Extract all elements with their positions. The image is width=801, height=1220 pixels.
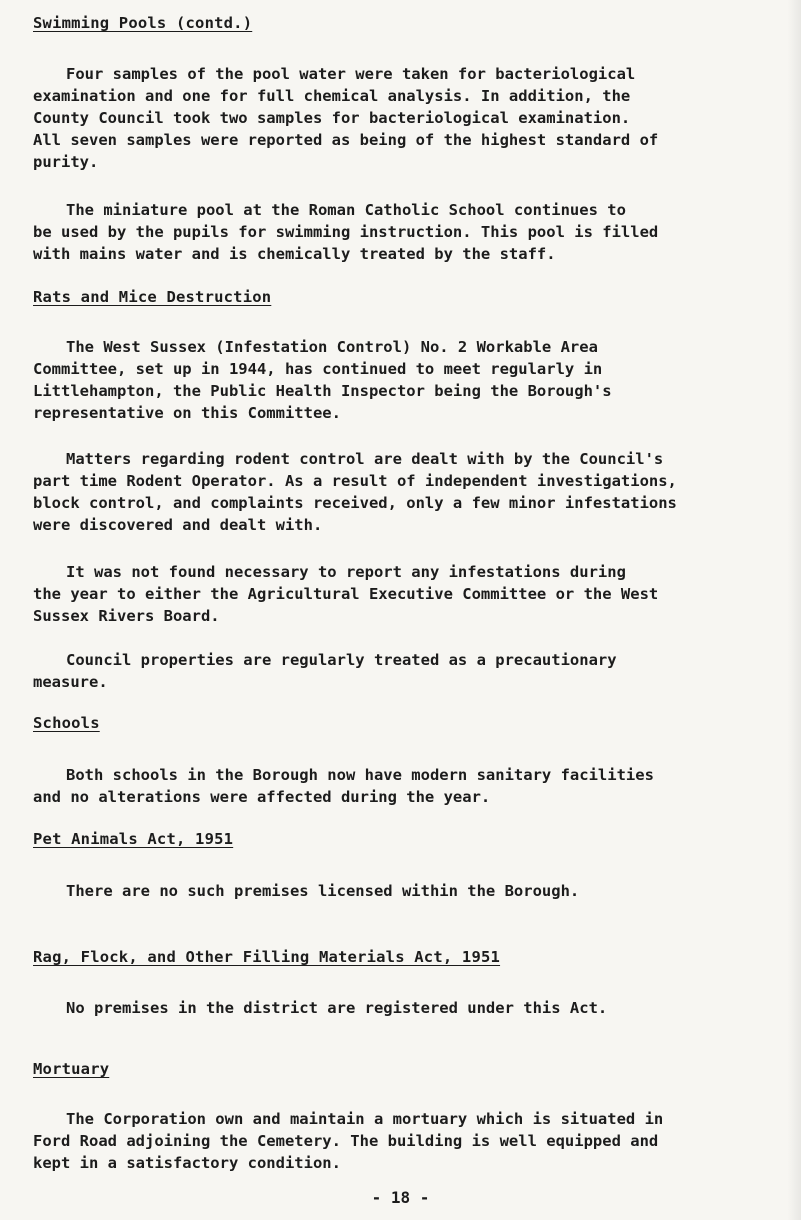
page-edge-shadow [787, 0, 801, 1220]
paragraph-council-properties: Council properties are regularly treated as a precautionary measure. [33, 651, 617, 691]
section-heading-mortuary: Mortuary [33, 1060, 110, 1078]
paragraph-no-reports: It was not found necessary to report any infestations during the year to either the Agricultural Executive Committee or the West Sussex Rivers Board. [33, 563, 659, 625]
section-heading-pet-animals-act: Pet Animals Act, 1951 [33, 830, 234, 848]
paragraph-rodent-control: Matters regarding rodent control are dealt with by the Council's part time Rodent Operator. As a result of independent investigations, block control, and complaints received, only a few minor infestations were discovered and dealt with. [33, 450, 677, 534]
paragraph-infestation-committee: The West Sussex (Infestation Control) No. 2 Workable Area Committee, set up in 1944, has continued to meet regularly in Littlehampton, the Public Health Inspector being the Borough's representative on this Committee. [33, 338, 612, 422]
page-number: - 18 - [371, 1188, 430, 1207]
paragraph-mortuary: The Corporation own and maintain a mortuary which is situated in Ford Road adjoining the Cemetery. The building is well equipped and kept in a satisfactory condition. [33, 1110, 664, 1172]
section-heading-rag-flock-act: Rag, Flock, and Other Filling Materials Act, 1951 [33, 948, 501, 966]
paragraph-pool-samples: Four samples of the pool water were taken for bacteriological examination and one for full chemical analysis. In addition, the County Council took two samples for bacteriological examination. All seven samples were reported as being of the highest standard of purity. [33, 65, 659, 171]
paragraph-schools: Both schools in the Borough now have modern sanitary facilities and no alterations were affected during the year. [33, 766, 654, 806]
paragraph-miniature-pool: The miniature pool at the Roman Catholic School continues to be used by the pupils for swimming instruction. This pool is filled with mains water and is chemically treated by the staff. [33, 201, 659, 263]
paragraph-rag-flock: No premises in the district are registered under this Act. [66, 999, 608, 1017]
section-heading-swimming-pools: Swimming Pools (contd.) [33, 14, 253, 32]
section-heading-rats-and-mice: Rats and Mice Destruction [33, 288, 272, 306]
section-heading-schools: Schools [33, 714, 100, 732]
paragraph-pet-animals: There are no such premises licensed within the Borough. [66, 882, 580, 900]
